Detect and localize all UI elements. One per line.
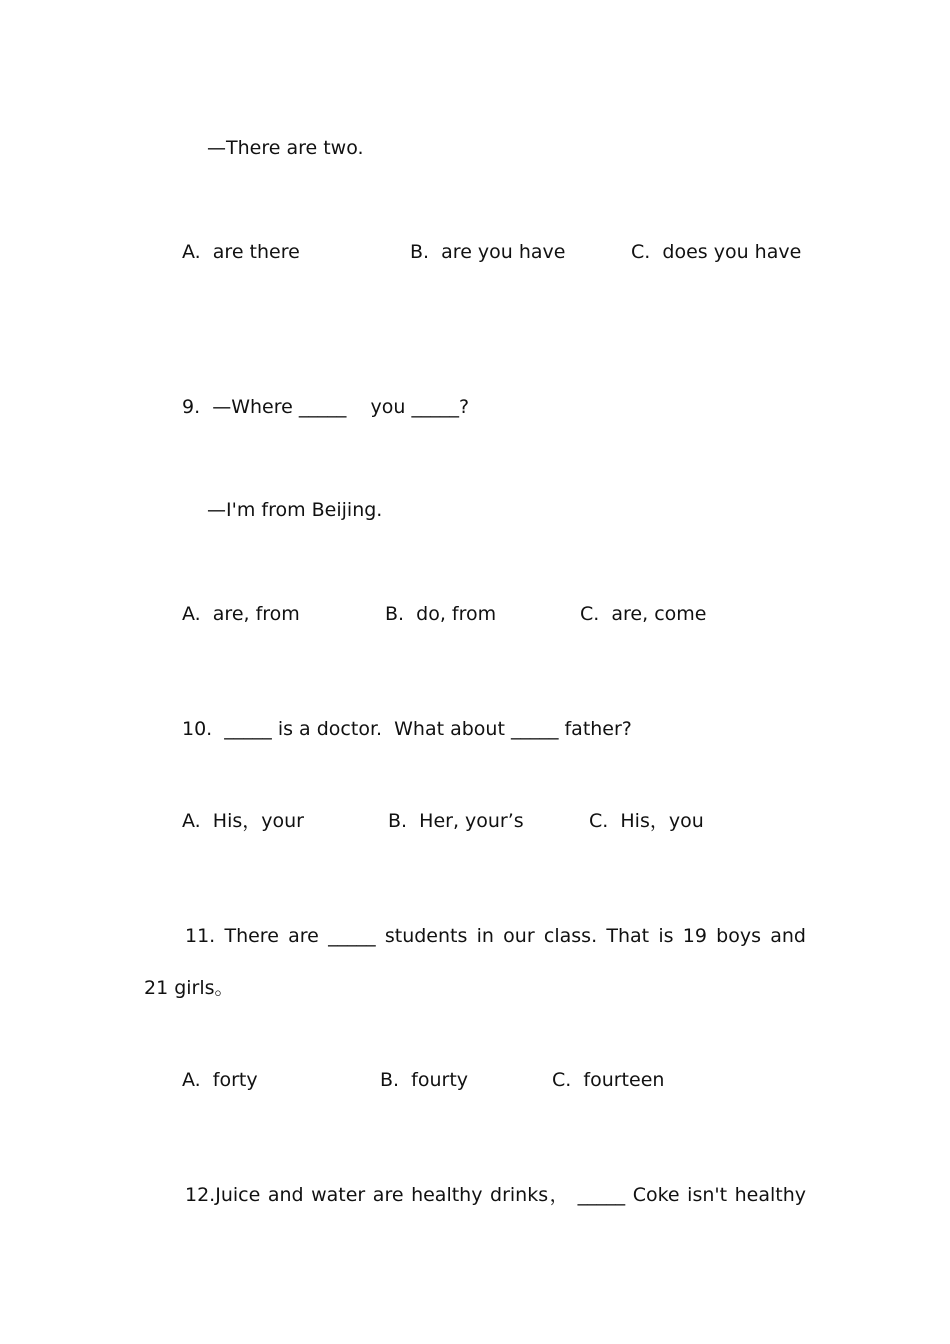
q10-question: 10. _____ is a doctor. What about _____ father? (182, 718, 632, 740)
q11-option-b: B. fourty (380, 1069, 469, 1091)
q10-option-c: C. His，you (589, 810, 704, 832)
q8-option-a: A. are there (182, 241, 300, 263)
q10-option-b: B. Her, your’s (388, 810, 524, 832)
q8-option-c: C. does you have (631, 241, 802, 263)
q9-answer-line: —I'm from Beijing. (207, 499, 383, 521)
q9-option-b: B. do, from (385, 603, 497, 625)
q12-question-line1: 12.Juice and water are healthy drinks， _____ Coke isn't healthy (185, 1184, 806, 1206)
q11-question-line2: 21 girls。 (144, 977, 234, 999)
q10-option-a: A. His，your (182, 810, 304, 832)
q9-question: 9. —Where _____ you _____? (182, 396, 470, 418)
q8-option-b: B. are you have (410, 241, 566, 263)
q11-option-c: C. fourteen (552, 1069, 665, 1091)
q9-option-a: A. are, from (182, 603, 300, 625)
q9-option-c: C. are, come (580, 603, 707, 625)
q11-option-a: A. forty (182, 1069, 258, 1091)
q8-answer-line: —There are two. (207, 137, 364, 159)
q11-question-line1: 11. There are _____ students in our class. That is 19 boys and (185, 925, 806, 947)
